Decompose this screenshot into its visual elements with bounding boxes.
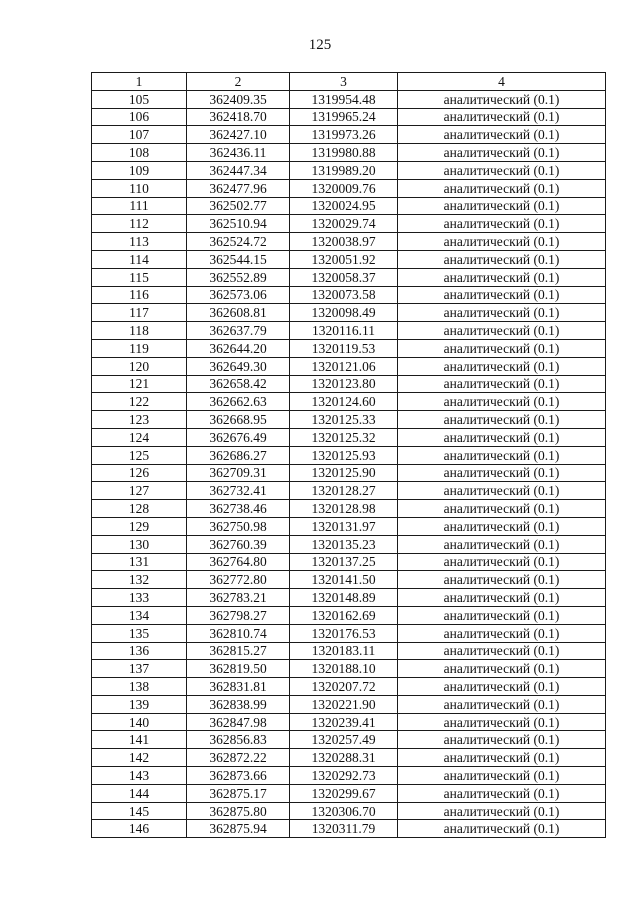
method-cell: аналитический (0.1)	[398, 713, 606, 731]
method-cell: аналитический (0.1)	[398, 446, 606, 464]
method-cell: аналитический (0.1)	[398, 500, 606, 518]
table-row	[92, 161, 606, 179]
x-coordinate-cell: 362875.94	[187, 820, 290, 838]
method-cell: аналитический (0.1)	[398, 144, 606, 162]
table-row	[92, 375, 606, 393]
y-coordinate-cell: 1320135.23	[290, 535, 398, 553]
y-coordinate-cell: 1320183.11	[290, 642, 398, 660]
x-coordinate-cell: 362873.66	[187, 767, 290, 785]
x-coordinate-cell: 362427.10	[187, 126, 290, 144]
table-row	[92, 535, 606, 553]
x-coordinate-cell: 362649.30	[187, 357, 290, 375]
method-cell: аналитический (0.1)	[398, 820, 606, 838]
y-coordinate-cell: 1319980.88	[290, 144, 398, 162]
method-cell: аналитический (0.1)	[398, 517, 606, 535]
point-number-cell: 128	[92, 500, 187, 518]
y-coordinate-cell: 1320207.72	[290, 678, 398, 696]
table-row	[92, 250, 606, 268]
table-row	[92, 784, 606, 802]
table-row	[92, 357, 606, 375]
y-coordinate-cell: 1320123.80	[290, 375, 398, 393]
method-cell: аналитический (0.1)	[398, 731, 606, 749]
method-cell: аналитический (0.1)	[398, 197, 606, 215]
table-body	[92, 90, 606, 837]
y-coordinate-cell: 1320141.50	[290, 571, 398, 589]
point-number-cell: 122	[92, 393, 187, 411]
coordinates-table	[91, 72, 606, 838]
y-coordinate-cell: 1320119.53	[290, 339, 398, 357]
point-number-cell: 141	[92, 731, 187, 749]
table-row	[92, 464, 606, 482]
x-coordinate-cell: 362447.34	[187, 161, 290, 179]
y-coordinate-cell: 1320188.10	[290, 660, 398, 678]
point-number-cell: 114	[92, 250, 187, 268]
method-cell: аналитический (0.1)	[398, 393, 606, 411]
point-number-cell: 130	[92, 535, 187, 553]
table-row	[92, 268, 606, 286]
point-number-cell: 125	[92, 446, 187, 464]
table-row	[92, 678, 606, 696]
table-row	[92, 713, 606, 731]
y-coordinate-cell: 1319973.26	[290, 126, 398, 144]
x-coordinate-cell: 362477.96	[187, 179, 290, 197]
method-cell: аналитический (0.1)	[398, 357, 606, 375]
method-cell: аналитический (0.1)	[398, 606, 606, 624]
method-cell: аналитический (0.1)	[398, 464, 606, 482]
x-coordinate-cell: 362764.80	[187, 553, 290, 571]
point-number-cell: 117	[92, 304, 187, 322]
x-coordinate-cell: 362772.80	[187, 571, 290, 589]
point-number-cell: 109	[92, 161, 187, 179]
y-coordinate-cell: 1320038.97	[290, 233, 398, 251]
point-number-cell: 146	[92, 820, 187, 838]
x-coordinate-cell: 362819.50	[187, 660, 290, 678]
y-coordinate-cell: 1320125.32	[290, 428, 398, 446]
table-row	[92, 820, 606, 838]
y-coordinate-cell: 1320239.41	[290, 713, 398, 731]
method-cell: аналитический (0.1)	[398, 250, 606, 268]
point-number-cell: 107	[92, 126, 187, 144]
x-coordinate-cell: 362760.39	[187, 535, 290, 553]
y-coordinate-cell: 1320116.11	[290, 322, 398, 340]
x-coordinate-cell: 362502.77	[187, 197, 290, 215]
point-number-cell: 143	[92, 767, 187, 785]
point-number-cell: 112	[92, 215, 187, 233]
method-cell: аналитический (0.1)	[398, 535, 606, 553]
table-row	[92, 108, 606, 126]
y-coordinate-cell: 1320009.76	[290, 179, 398, 197]
point-number-cell: 135	[92, 624, 187, 642]
point-number-cell: 119	[92, 339, 187, 357]
column-header-1: 1	[92, 73, 187, 91]
table-row	[92, 304, 606, 322]
x-coordinate-cell: 362510.94	[187, 215, 290, 233]
x-coordinate-cell: 362875.17	[187, 784, 290, 802]
x-coordinate-cell: 362644.20	[187, 339, 290, 357]
y-coordinate-cell: 1320137.25	[290, 553, 398, 571]
x-coordinate-cell: 362856.83	[187, 731, 290, 749]
x-coordinate-cell: 362798.27	[187, 606, 290, 624]
table-row	[92, 197, 606, 215]
y-coordinate-cell: 1320162.69	[290, 606, 398, 624]
point-number-cell: 137	[92, 660, 187, 678]
table-row	[92, 179, 606, 197]
y-coordinate-cell: 1320128.98	[290, 500, 398, 518]
table-row	[92, 393, 606, 411]
point-number-cell: 132	[92, 571, 187, 589]
table-row	[92, 767, 606, 785]
y-coordinate-cell: 1320124.60	[290, 393, 398, 411]
method-cell: аналитический (0.1)	[398, 749, 606, 767]
method-cell: аналитический (0.1)	[398, 286, 606, 304]
table-row	[92, 749, 606, 767]
page-number: 125	[308, 37, 332, 53]
table-row	[92, 482, 606, 500]
table-row	[92, 500, 606, 518]
y-coordinate-cell: 1320221.90	[290, 695, 398, 713]
y-coordinate-cell: 1320128.27	[290, 482, 398, 500]
method-cell: аналитический (0.1)	[398, 304, 606, 322]
method-cell: аналитический (0.1)	[398, 624, 606, 642]
table-row	[92, 589, 606, 607]
method-cell: аналитический (0.1)	[398, 215, 606, 233]
x-coordinate-cell: 362418.70	[187, 108, 290, 126]
point-number-cell: 144	[92, 784, 187, 802]
y-coordinate-cell: 1320311.79	[290, 820, 398, 838]
x-coordinate-cell: 362573.06	[187, 286, 290, 304]
y-coordinate-cell: 1319965.24	[290, 108, 398, 126]
point-number-cell: 124	[92, 428, 187, 446]
x-coordinate-cell: 362732.41	[187, 482, 290, 500]
y-coordinate-cell: 1320176.53	[290, 624, 398, 642]
method-cell: аналитический (0.1)	[398, 678, 606, 696]
x-coordinate-cell: 362662.63	[187, 393, 290, 411]
method-cell: аналитический (0.1)	[398, 482, 606, 500]
point-number-cell: 133	[92, 589, 187, 607]
table-row	[92, 695, 606, 713]
point-number-cell: 111	[92, 197, 187, 215]
table-row	[92, 446, 606, 464]
y-coordinate-cell: 1320073.58	[290, 286, 398, 304]
table-row	[92, 517, 606, 535]
point-number-cell: 110	[92, 179, 187, 197]
y-coordinate-cell: 1320292.73	[290, 767, 398, 785]
table-row	[92, 731, 606, 749]
method-cell: аналитический (0.1)	[398, 695, 606, 713]
x-coordinate-cell: 362637.79	[187, 322, 290, 340]
x-coordinate-cell: 362750.98	[187, 517, 290, 535]
table-row	[92, 215, 606, 233]
table-row	[92, 428, 606, 446]
point-number-cell: 145	[92, 802, 187, 820]
x-coordinate-cell: 362831.81	[187, 678, 290, 696]
table-row	[92, 553, 606, 571]
y-coordinate-cell: 1319989.20	[290, 161, 398, 179]
point-number-cell: 123	[92, 411, 187, 429]
method-cell: аналитический (0.1)	[398, 375, 606, 393]
y-coordinate-cell: 1320029.74	[290, 215, 398, 233]
x-coordinate-cell: 362668.95	[187, 411, 290, 429]
x-coordinate-cell: 362709.31	[187, 464, 290, 482]
x-coordinate-cell: 362738.46	[187, 500, 290, 518]
method-cell: аналитический (0.1)	[398, 179, 606, 197]
y-coordinate-cell: 1320148.89	[290, 589, 398, 607]
y-coordinate-cell: 1320098.49	[290, 304, 398, 322]
point-number-cell: 126	[92, 464, 187, 482]
table-row	[92, 802, 606, 820]
table-row	[92, 233, 606, 251]
method-cell: аналитический (0.1)	[398, 268, 606, 286]
method-cell: аналитический (0.1)	[398, 411, 606, 429]
table-row	[92, 286, 606, 304]
point-number-cell: 136	[92, 642, 187, 660]
point-number-cell: 105	[92, 90, 187, 108]
method-cell: аналитический (0.1)	[398, 233, 606, 251]
point-number-cell: 106	[92, 108, 187, 126]
point-number-cell: 108	[92, 144, 187, 162]
method-cell: аналитический (0.1)	[398, 322, 606, 340]
point-number-cell: 139	[92, 695, 187, 713]
column-header-4: 4	[398, 73, 606, 91]
y-coordinate-cell: 1320257.49	[290, 731, 398, 749]
method-cell: аналитический (0.1)	[398, 571, 606, 589]
point-number-cell: 121	[92, 375, 187, 393]
x-coordinate-cell: 362686.27	[187, 446, 290, 464]
y-coordinate-cell: 1320058.37	[290, 268, 398, 286]
method-cell: аналитический (0.1)	[398, 642, 606, 660]
x-coordinate-cell: 362544.15	[187, 250, 290, 268]
point-number-cell: 120	[92, 357, 187, 375]
point-number-cell: 116	[92, 286, 187, 304]
y-coordinate-cell: 1320299.67	[290, 784, 398, 802]
method-cell: аналитический (0.1)	[398, 126, 606, 144]
x-coordinate-cell: 362436.11	[187, 144, 290, 162]
x-coordinate-cell: 362838.99	[187, 695, 290, 713]
table-row	[92, 411, 606, 429]
column-header-3: 3	[290, 73, 398, 91]
table-row	[92, 339, 606, 357]
x-coordinate-cell: 362409.35	[187, 90, 290, 108]
x-coordinate-cell: 362658.42	[187, 375, 290, 393]
point-number-cell: 129	[92, 517, 187, 535]
y-coordinate-cell: 1320131.97	[290, 517, 398, 535]
method-cell: аналитический (0.1)	[398, 589, 606, 607]
x-coordinate-cell: 362524.72	[187, 233, 290, 251]
y-coordinate-cell: 1320125.90	[290, 464, 398, 482]
x-coordinate-cell: 362552.89	[187, 268, 290, 286]
method-cell: аналитический (0.1)	[398, 660, 606, 678]
x-coordinate-cell: 362810.74	[187, 624, 290, 642]
y-coordinate-cell: 1320024.95	[290, 197, 398, 215]
table-header-row	[92, 73, 606, 91]
table-row	[92, 126, 606, 144]
method-cell: аналитический (0.1)	[398, 802, 606, 820]
x-coordinate-cell: 362875.80	[187, 802, 290, 820]
y-coordinate-cell: 1320288.31	[290, 749, 398, 767]
method-cell: аналитический (0.1)	[398, 767, 606, 785]
point-number-cell: 134	[92, 606, 187, 624]
method-cell: аналитический (0.1)	[398, 553, 606, 571]
table-row	[92, 322, 606, 340]
point-number-cell: 142	[92, 749, 187, 767]
point-number-cell: 115	[92, 268, 187, 286]
y-coordinate-cell: 1320125.93	[290, 446, 398, 464]
y-coordinate-cell: 1320306.70	[290, 802, 398, 820]
column-header-2: 2	[187, 73, 290, 91]
y-coordinate-cell: 1319954.48	[290, 90, 398, 108]
table-row	[92, 642, 606, 660]
table-row	[92, 606, 606, 624]
point-number-cell: 127	[92, 482, 187, 500]
y-coordinate-cell: 1320051.92	[290, 250, 398, 268]
y-coordinate-cell: 1320125.33	[290, 411, 398, 429]
method-cell: аналитический (0.1)	[398, 161, 606, 179]
method-cell: аналитический (0.1)	[398, 784, 606, 802]
table-row	[92, 90, 606, 108]
point-number-cell: 118	[92, 322, 187, 340]
table-row	[92, 624, 606, 642]
point-number-cell: 131	[92, 553, 187, 571]
y-coordinate-cell: 1320121.06	[290, 357, 398, 375]
x-coordinate-cell: 362847.98	[187, 713, 290, 731]
method-cell: аналитический (0.1)	[398, 108, 606, 126]
point-number-cell: 138	[92, 678, 187, 696]
point-number-cell: 140	[92, 713, 187, 731]
x-coordinate-cell: 362815.27	[187, 642, 290, 660]
table-row	[92, 571, 606, 589]
method-cell: аналитический (0.1)	[398, 339, 606, 357]
point-number-cell: 113	[92, 233, 187, 251]
method-cell: аналитический (0.1)	[398, 428, 606, 446]
x-coordinate-cell: 362872.22	[187, 749, 290, 767]
table-row	[92, 660, 606, 678]
x-coordinate-cell: 362608.81	[187, 304, 290, 322]
x-coordinate-cell: 362783.21	[187, 589, 290, 607]
method-cell: аналитический (0.1)	[398, 90, 606, 108]
x-coordinate-cell: 362676.49	[187, 428, 290, 446]
table-row	[92, 144, 606, 162]
